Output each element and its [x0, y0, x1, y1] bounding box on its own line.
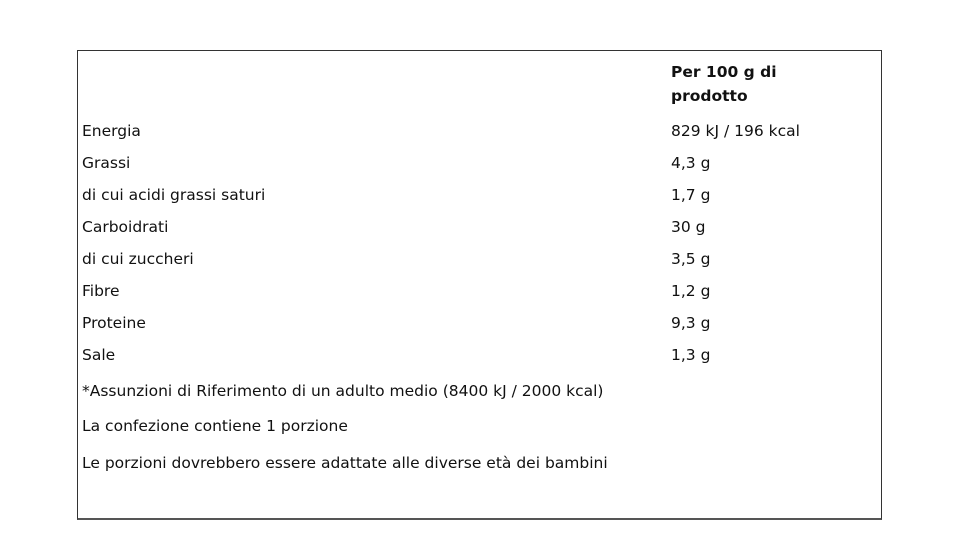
- row-value: 30 g: [671, 218, 706, 236]
- row-label: Carboidrati: [82, 218, 169, 236]
- table-row-note-reference: [78, 371, 881, 406]
- table-row-grassi: [78, 147, 881, 179]
- row-label: di cui acidi grassi saturi: [82, 186, 266, 204]
- note-children-portions: Le porzioni dovrebbero essere adattate alle diverse età dei bambini: [82, 454, 608, 472]
- row-label: di cui zuccheri: [82, 250, 194, 268]
- row-label: Proteine: [82, 314, 146, 332]
- table-row-energia: [78, 115, 881, 147]
- row-value: 1,3 g: [671, 346, 711, 364]
- row-value: 3,5 g: [671, 250, 711, 268]
- row-value: 9,3 g: [671, 314, 711, 332]
- row-value: 1,2 g: [671, 282, 711, 300]
- nutrition-table: [78, 51, 881, 478]
- note-cell: [78, 406, 881, 443]
- row-label: Energia: [82, 122, 141, 140]
- row-label: Sale: [82, 346, 116, 364]
- table-row-proteine: [78, 307, 881, 339]
- table-header-row: [78, 51, 881, 115]
- table-row-fibre: [78, 275, 881, 307]
- table-row-carboidrati: [78, 211, 881, 243]
- note-cell: [78, 371, 881, 406]
- row-value: 4,3 g: [671, 154, 711, 172]
- nutrition-facts-box: [77, 50, 882, 520]
- table-row-saturi: [78, 179, 881, 211]
- column-header-per-100g: Per 100 g di prodotto: [671, 63, 777, 105]
- table-row-sale: [78, 339, 881, 371]
- header-empty-cell: [78, 51, 667, 115]
- note-portion-count: La confezione contiene 1 porzione: [82, 417, 348, 435]
- table-row-note-portion: [78, 406, 881, 443]
- row-label: Grassi: [82, 154, 131, 172]
- row-value: 829 kJ / 196 kcal: [671, 122, 800, 140]
- table-row-note-children: [78, 443, 881, 478]
- note-reference-intake: *Assunzioni di Riferimento di un adulto medio (8400 kJ / 2000 kcal): [82, 382, 604, 400]
- note-cell: [78, 443, 881, 478]
- row-label: Fibre: [82, 282, 120, 300]
- header-value-cell: [667, 51, 881, 115]
- table-row-zuccheri: [78, 243, 881, 275]
- row-value: 1,7 g: [671, 186, 711, 204]
